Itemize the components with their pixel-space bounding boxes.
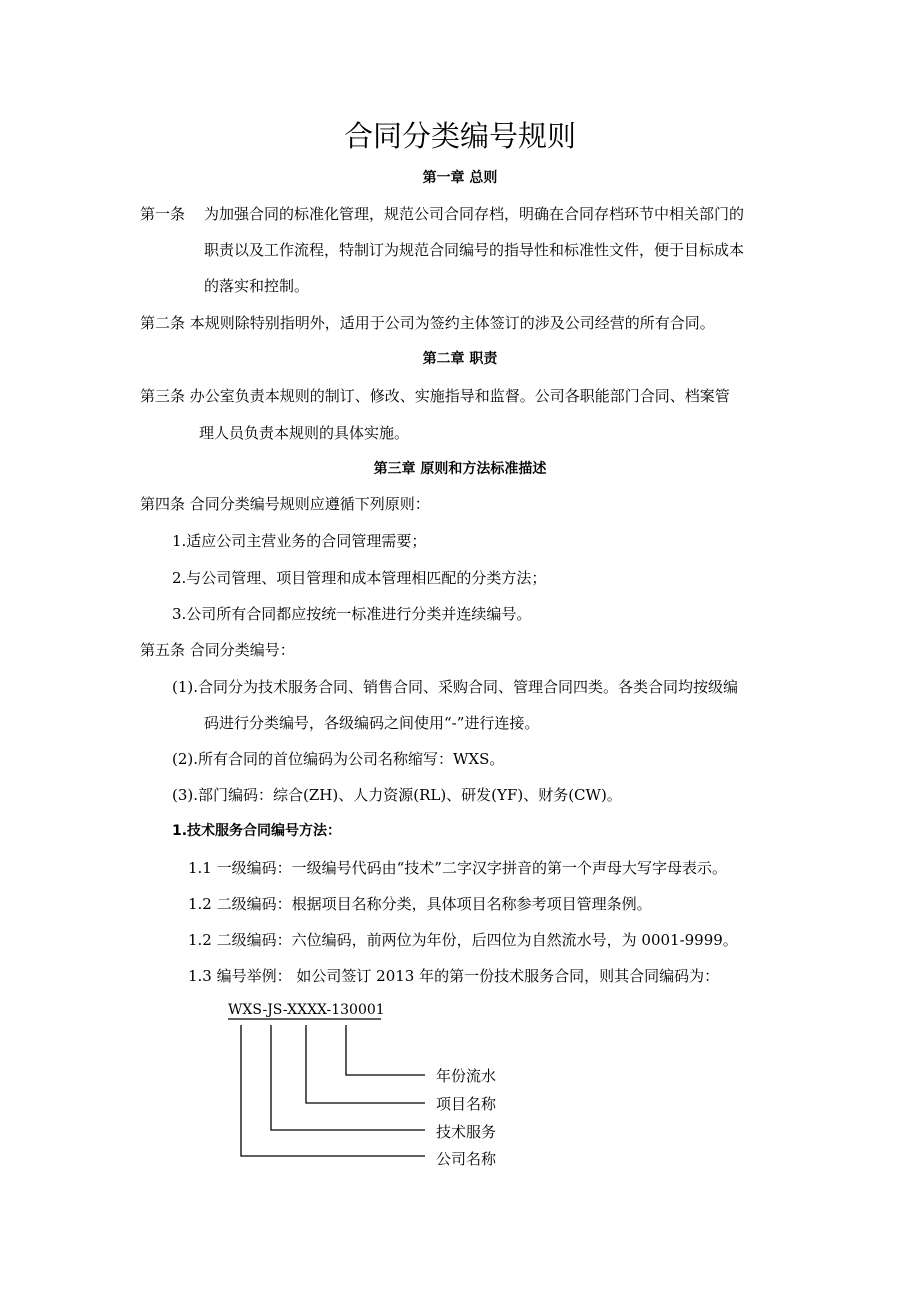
section-1-item-4: 1.3 编号举例： 如公司签订 2013 年的第一份技术服务合同，则其合同编码为： [188,967,720,985]
bracket-project-name [306,1025,425,1103]
article-1-line-1: 为加强合同的标准化管理，规范公司合同存档，明确在合同存档环节中相关部门的 [204,205,745,223]
article-4: 第四条 合同分类编号规则应遵循下列原则： [140,495,430,513]
article-5-point-3: (3).部门编码：综合(ZH)、人力资源(RL)、研发(YF)、财务(CW)。 [172,786,622,804]
article-1-line-3: 的落实和控制。 [204,277,310,295]
article-1-label: 第一条 [140,205,186,223]
section-1-item-2: 1.2 二级编码：根据项目名称分类，具体项目名称参考项目管理条例。 [188,895,652,913]
bracket-year-serial [346,1025,425,1075]
contract-code-example: WXS-JS-XXXX-130001 [228,1002,385,1018]
article-5-point-1-line-2: 码进行分类编号，各级编码之间使用“-”进行连接。 [204,714,540,732]
article-5-point-2: (2).所有合同的首位编码为公司名称缩写：WXS。 [172,750,505,768]
bracket-technical-service [271,1025,425,1130]
section-1-heading: 1.技术服务合同编号方法： [172,823,342,839]
article-3-line-2: 理人员负责本规则的具体实施。 [199,424,410,442]
chapter-2-heading: 第二章 职责 [422,351,498,367]
bracket-company-name [241,1025,425,1156]
article-5: 第五条 合同分类编号： [140,641,295,659]
section-1-item-1: 1.1 一级编码：一级编号代码由“技术”二字汉字拼音的第一个声母大写字母表示。 [188,859,727,877]
article-1-line-2: 职责以及工作流程，特制订为规范合同编号的指导性和标准性文件，便于目标成本 [204,241,745,259]
article-4-item-3: 3.公司所有合同都应按统一标准进行分类并连续编号。 [172,605,532,623]
article-4-item-1: 1.适应公司主营业务的合同管理需要； [172,532,427,550]
diagram-label-project-name: 项目名称 [436,1095,497,1113]
article-4-item-2: 2.与公司管理、项目管理和成本管理相匹配的分类方法； [172,569,547,587]
diagram-label-company-name: 公司名称 [436,1150,497,1168]
article-2: 第二条 本规则除特别指明外，适用于公司为签约主体签订的涉及公司经营的所有合同。 [140,314,715,332]
article-5-point-1-line-1: (1).合同分为技术服务合同、销售合同、采购合同、管理合同四类。各类合同均按级编 [172,678,739,696]
section-1-item-3: 1.2 二级编码：六位编码，前两位为年份，后四位为自然流水号，为 0001-9999。 [188,931,738,949]
chapter-3-heading: 第三章 原则和方法标准描述 [373,461,547,477]
article-3-line-1: 第三条 办公室负责本规则的制订、修改、实施指导和监督。公司各职能部门合同、档案管 [140,387,730,405]
diagram-label-technical-service: 技术服务 [436,1123,497,1141]
diagram-label-year-serial: 年份流水 [436,1067,497,1085]
page-title: 合同分类编号规则 [343,119,576,153]
chapter-1-heading: 第一章 总则 [422,170,498,186]
